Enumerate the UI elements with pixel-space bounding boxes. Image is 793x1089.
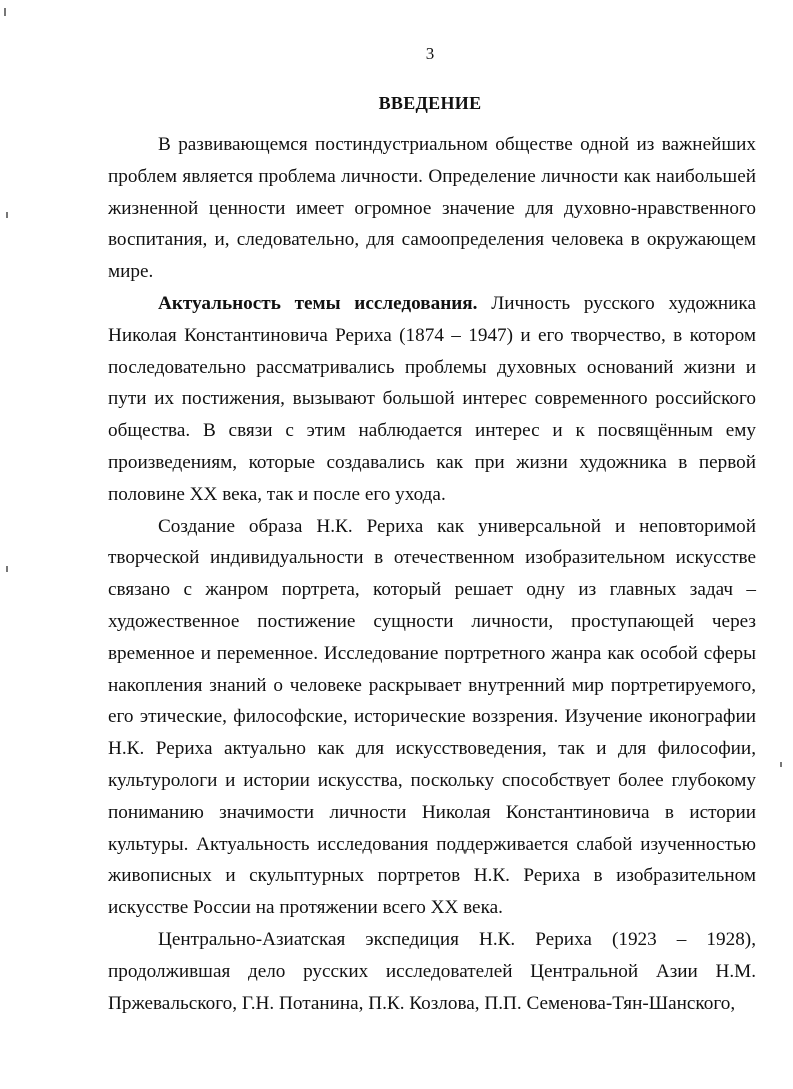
paragraph-text: Центрально-Азиатская экспедиция Н.К. Рериха (1923 – 1928), продолжившая дело русских исследователей Центральной Азии Н.М. Пржевальского, Г.Н. Потанина, П.К. Козлова, П.П. Семенова-Тян-Шанского,: [108, 928, 756, 1014]
paragraph-text: Создание образа Н.К. Рериха как универсальной и неповторимой творческой индивидуальности в отечественном изобразительном искусстве связано с жанром портрета, который решает одну из главных задач – художественное постижение сущности личности, проступающей через временное и переменное. Исследование портретного жанра как особой сферы накопления знаний о человеке раскрывает внутренний мир портретируемого, его этические, философские, исторические воззрения. Изучение иконографии Н.К. Рериха актуально как для искусствоведения, так и для философии, культурологи и истории искусства, поскольку способствует более глубокому пониманию значимости личности Николая Константиновича в истории культуры. Актуальность исследования поддерживается слабой изученностью живописных и скульптурных портретов Н.К. Рериха в изобразительном искусстве России на протяжении всего XX века.: [108, 515, 756, 919]
page-number: 3: [425, 44, 435, 63]
body-text: [108, 129, 756, 1019]
paragraph-expedition: [108, 924, 756, 1019]
scan-margin-mark: [4, 8, 6, 16]
paragraph-text: Личность русского художника Николая Константиновича Рериха (1874 – 1947) и его творчество, в котором последовательно рассматривались проблемы духовных оснований жизни и пути их постижения, вызывают большой интерес современного российского общества. В связи с этим наблюдается интерес и к посвящённым ему произведениям, которые создавались как при жизни художника в первой половине XX века, так и после его ухода.: [108, 292, 756, 505]
paragraph-text: В развивающемся постиндустриальном обществе одной из важнейших проблем является проблема личности. Определение личности как наибольшей жизненной ценности имеет огромное значение для духовно-нравственного воспитания, и, следовательно, для самоопределения человека в окружающем мире.: [108, 134, 756, 283]
paragraph-portrait: [108, 511, 756, 924]
scan-margin-mark: [6, 566, 8, 572]
section-heading: ВВЕДЕНИЕ: [378, 93, 482, 113]
scan-margin-mark: [780, 762, 782, 767]
paragraph-lead: Актуальность темы исследования.: [158, 292, 478, 314]
paragraph-intro: [108, 129, 756, 288]
paragraph-relevance: [108, 288, 756, 511]
scan-margin-mark: [6, 212, 8, 218]
